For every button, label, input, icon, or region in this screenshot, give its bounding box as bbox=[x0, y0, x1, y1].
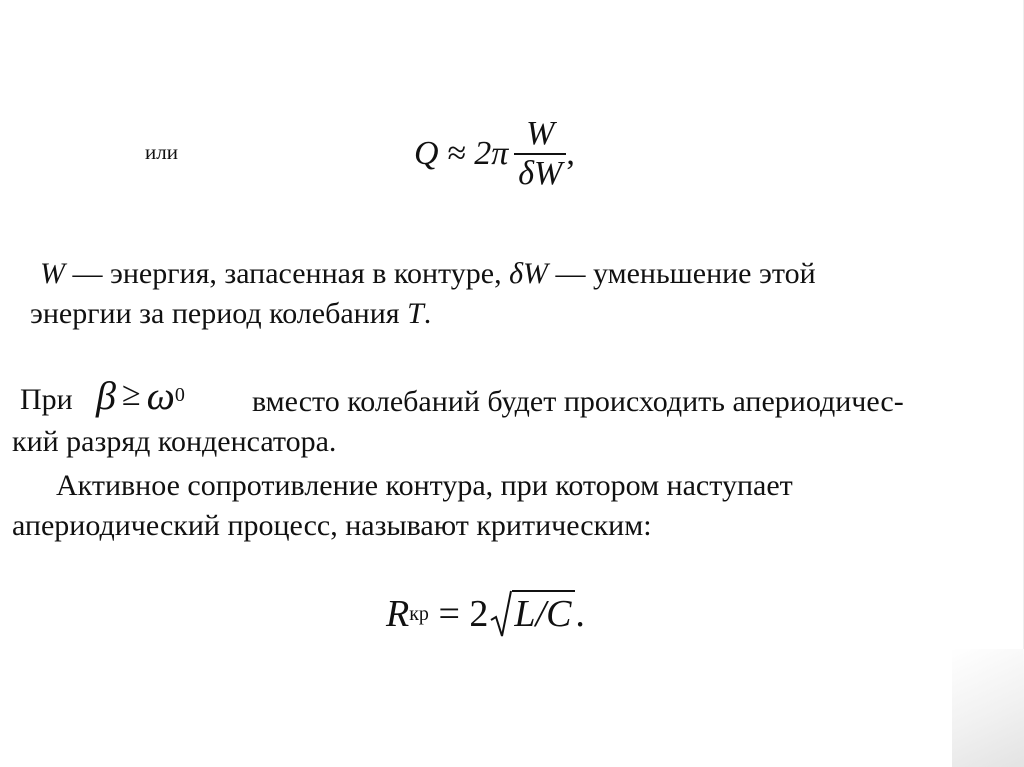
paragraph2-pri: При bbox=[20, 383, 73, 416]
page-curl-corner bbox=[952, 649, 1024, 767]
paragraph1-line2-text-a: энергии за период колебания bbox=[30, 297, 408, 330]
symbol-t: T bbox=[407, 297, 424, 330]
paragraph1-line2 bbox=[30, 296, 431, 332]
paragraph1-text-a: — энергия, запасенная в контуре, bbox=[65, 257, 510, 290]
paragraph1-line2-text-b: . bbox=[423, 297, 432, 330]
square-root bbox=[490, 590, 575, 638]
paragraph2-line2: кий разряд конденсатора. bbox=[12, 425, 337, 458]
formula-r-tail: . bbox=[575, 593, 585, 635]
formula-q-fraction bbox=[514, 115, 566, 193]
formula-quality-factor bbox=[414, 104, 575, 204]
formula-q-denominator: δW bbox=[518, 155, 563, 192]
formula-r-eq: = 2 bbox=[428, 593, 489, 635]
paragraph3-line2: апериодический процесс, называют критическим: bbox=[12, 509, 652, 542]
formula-q-tail: , bbox=[566, 135, 575, 172]
symbol-delta-w: δW bbox=[509, 257, 549, 290]
symbol-geq: ≥ bbox=[121, 376, 141, 413]
paragraph1-text-b: — уменьшение этой bbox=[548, 257, 816, 290]
sqrt-sign-icon bbox=[490, 590, 512, 638]
paragraph2-line1-rest: вместо колебаний будет происходить апериодичес- bbox=[252, 385, 904, 418]
paragraph1-line1 bbox=[40, 256, 816, 292]
formula-q-numerator: W bbox=[526, 115, 555, 152]
condition-beta-geq-omega bbox=[96, 370, 185, 420]
symbol-beta: β bbox=[96, 372, 116, 418]
symbol-omega-subscript: 0 bbox=[174, 383, 185, 406]
paragraph3-line1: Активное сопротивление контура, при котором наступает bbox=[56, 469, 793, 502]
symbol-w: W bbox=[40, 257, 65, 290]
symbol-omega: ω bbox=[146, 372, 175, 418]
formula-q-lhs: Q ≈ 2π bbox=[414, 135, 509, 172]
ili-label: или bbox=[145, 140, 178, 164]
formula-r-radicand: L/C bbox=[512, 590, 575, 638]
formula-r-subscript: кр bbox=[409, 602, 429, 625]
formula-critical-resistance bbox=[386, 590, 585, 638]
formula-r-lhs: R bbox=[386, 593, 410, 635]
